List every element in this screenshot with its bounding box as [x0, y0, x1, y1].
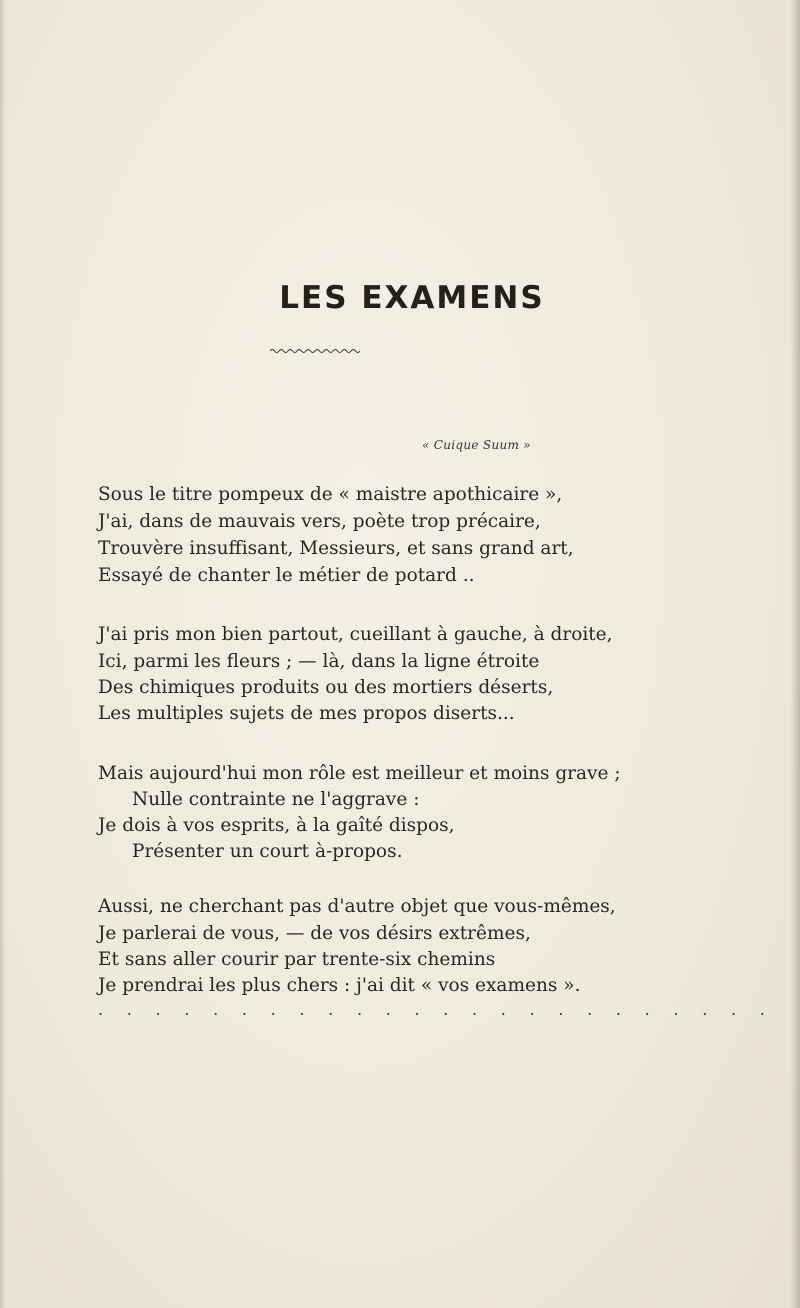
verse-line: Ici, parmi les fleurs ; — là, dans la ligne étroite — [98, 651, 540, 672]
verse-line: Des chimiques produits ou des mortiers déserts, — [98, 677, 554, 698]
verse-line: Aussi, ne cherchant pas d'autre objet que vous-mêmes, — [98, 896, 616, 917]
verse-line: Et sans aller courir par trente-six chemins — [98, 949, 496, 970]
verse-line: Présenter un court à-propos. — [132, 841, 403, 862]
verse-line: Mais aujourd'hui mon rôle est meilleur et moins grave ; — [98, 763, 621, 784]
verse-line: Je dois à vos esprits, à la gaîté dispos, — [98, 815, 455, 836]
page-right-shadow — [790, 0, 800, 1308]
page-left-shadow — [0, 0, 6, 1308]
verse-line: J'ai pris mon bien partout, cueillant à gauche, à droite, — [98, 624, 613, 645]
epigraph: « Cuique Suum » — [422, 438, 531, 452]
verse-line: Les multiples sujets de mes propos diserts... — [98, 703, 515, 724]
verse-line: J'ai, dans de mauvais vers, poète trop précaire, — [98, 511, 541, 532]
verse-line: Essayé de chanter le métier de potard .. — [98, 565, 475, 586]
wavy-rule-ornament — [270, 346, 360, 356]
verse-line: Je prendrai les plus chers : j'ai dit « vos examens ». — [98, 975, 581, 996]
poem-title: LES EXAMENS — [279, 280, 545, 316]
verse-line: Sous le titre pompeux de « maistre apothicaire », — [98, 484, 563, 505]
ellipsis-row: . . . . . . . . . . . . . . . . . . . . . . . . — [98, 1000, 775, 1019]
verse-line: Trouvère insuffisant, Messieurs, et sans grand art, — [98, 538, 574, 559]
verse-line: Nulle contrainte ne l'aggrave : — [132, 789, 420, 810]
verse-line: Je parlerai de vous, — de vos désirs extrêmes, — [98, 923, 531, 944]
